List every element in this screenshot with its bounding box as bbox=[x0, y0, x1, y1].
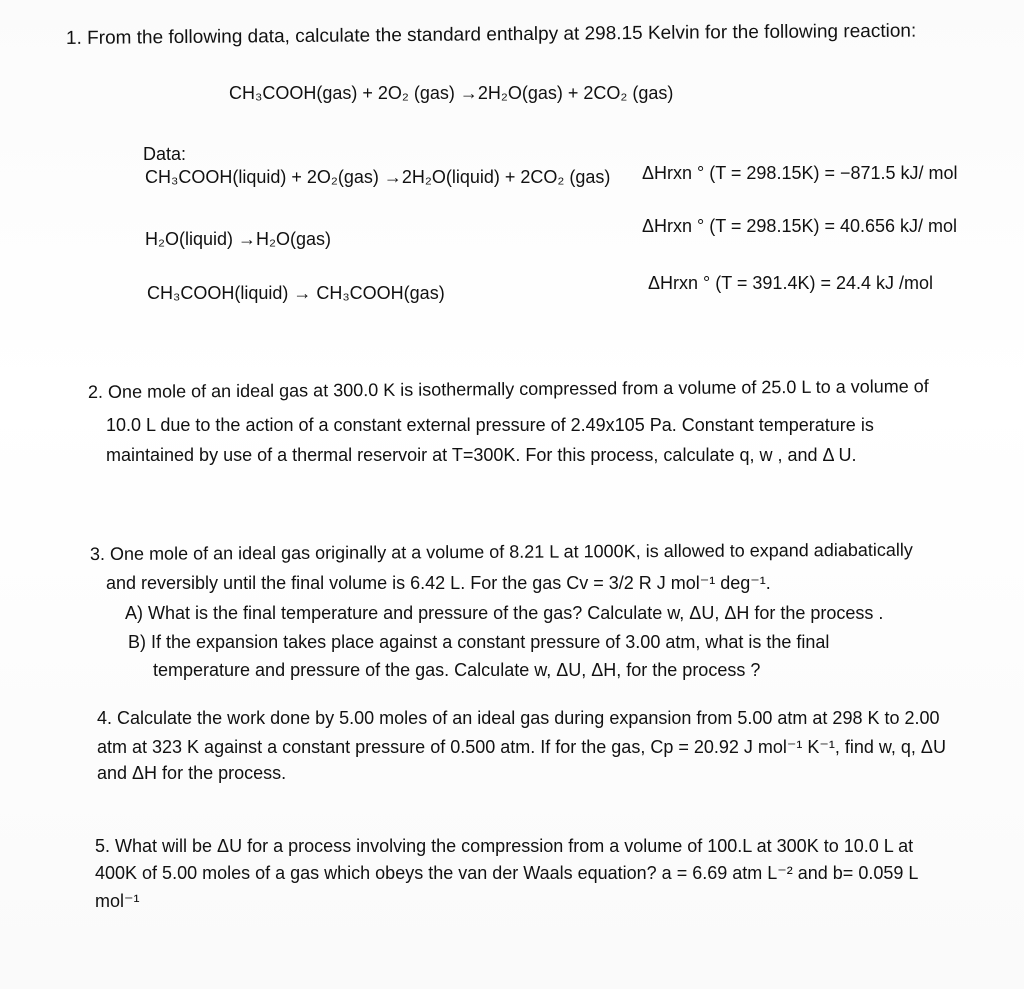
problem-1-data-enthalpy-1: ΔHrxn ° (T = 298.15K) = −871.5 kJ/ mol bbox=[642, 163, 958, 183]
problem-3-line-2: and reversibly until the final volume is 6.42 L. For the gas Cv = 3/2 R J mol⁻¹ deg⁻¹. bbox=[106, 573, 771, 593]
problem-3-line-1: 3. One mole of an ideal gas originally at a volume of 8.21 L at 1000K, is allowed to expand adiabatically bbox=[89, 539, 913, 564]
problem-1-data-equation-2: H₂O(liquid) →H₂O(gas) bbox=[145, 229, 332, 249]
problem-1-data-label: Data: bbox=[143, 144, 187, 164]
problem-1-data-enthalpy-3: ΔHrxn ° (T = 391.4K) = 24.4 kJ /mol bbox=[648, 273, 934, 293]
problem-2-line-1: 2. One mole of an ideal gas at 300.0 K is isothermally compressed from a volume of 25.0 L to a volume of bbox=[87, 376, 929, 402]
problem-1-data-equation-3: CH₃COOH(liquid) → CH₃COOH(gas) bbox=[147, 283, 445, 303]
problem-3-part-b-line-2: temperature and pressure of the gas. Calculate w, ΔU, ΔH, for the process ? bbox=[153, 660, 761, 680]
problem-5-line-3: mol⁻¹ bbox=[95, 891, 140, 911]
problem-3-part-a-line-1: A) What is the final temperature and pressure of the gas? Calculate w, ΔU, ΔH for the process . bbox=[125, 603, 884, 623]
problem-3-part-b-line-1: B) If the expansion takes place against a constant pressure of 3.00 atm, what is the final bbox=[128, 632, 830, 652]
problem-1-data-enthalpy-2: ΔHrxn ° (T = 298.15K) = 40.656 kJ/ mol bbox=[642, 216, 958, 236]
problem-1-statement: 1. From the following data, calculate the standard enthalpy at 298.15 Kelvin for the following reaction: bbox=[65, 20, 917, 49]
problem-1-target-reaction: CH₃COOH(gas) + 2O₂ (gas) →2H₂O(gas) + 2CO₂ (gas) bbox=[229, 83, 674, 103]
problem-4-line-2: atm at 323 K against a constant pressure of 0.500 atm. If for the gas, Cp = 20.92 J mol⁻¹ K⁻¹, find w, q, ΔU bbox=[97, 737, 946, 757]
problem-2-line-3: maintained by use of a thermal reservoir at T=300K. For this process, calculate q, w , and Δ U. bbox=[106, 445, 857, 465]
problem-1-data-equation-1: CH₃COOH(liquid) + 2O₂(gas) →2H₂O(liquid) + 2CO₂ (gas) bbox=[145, 167, 611, 187]
problem-4-line-3: and ΔH for the process. bbox=[97, 763, 287, 783]
problem-5-line-1: 5. What will be ΔU for a process involving the compression from a volume of 100.L at 300K to 10.0 L at bbox=[95, 836, 914, 856]
problem-5-line-2: 400K of 5.00 moles of a gas which obeys the van der Waals equation? a = 6.69 atm L⁻² and b= 0.059 L bbox=[95, 863, 919, 883]
problem-2-line-2: 10.0 L due to the action of a constant external pressure of 2.49x105 Pa. Constant temperature is bbox=[106, 415, 874, 435]
problem-4-line-1: 4. Calculate the work done by 5.00 moles of an ideal gas during expansion from 5.00 atm at 298 K to 2.00 bbox=[97, 708, 940, 728]
